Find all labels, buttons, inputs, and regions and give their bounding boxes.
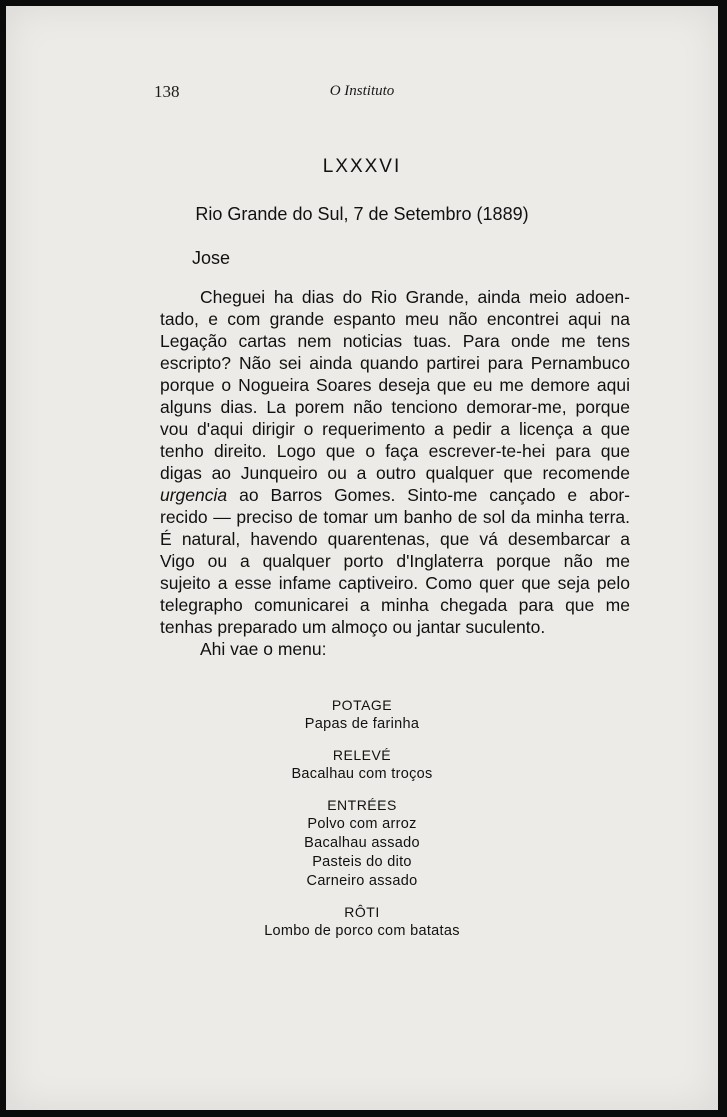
- body-line: tenho direito. Logo que o faça escrever-te-hei para que: [160, 441, 630, 461]
- menu-section: [6, 796, 718, 891]
- menu-dish: Lombo de porco com batatas: [264, 923, 460, 939]
- letter-number: LXXXVI: [322, 156, 402, 177]
- menu-section: [6, 746, 718, 784]
- menu-section: [6, 903, 718, 941]
- body-line: alguns dias. La porem não tenciono demorar-me, porque: [160, 397, 630, 417]
- body-line: vou d'aqui dirigir o requerimento a pedir a licença a que: [160, 419, 630, 439]
- emphasized-word: urgencia: [160, 485, 228, 505]
- menu-list: [6, 696, 718, 953]
- body-line: telegrapho comunicarei a minha chegada para que me: [160, 595, 630, 615]
- body-line: recido — preciso de tomar um banho de sol da minha terra.: [160, 507, 630, 527]
- page-header: [6, 82, 718, 106]
- running-title: O Instituto: [329, 83, 395, 99]
- body-line: Cheguei ha dias do Rio Grande, ainda meio adoen-: [200, 287, 630, 307]
- body-line: urgencia ao Barros Gomes. Sinto-me cançado e abor-: [160, 485, 630, 505]
- body-line: tenhas preparado um almoço ou jantar suculento.: [160, 617, 546, 637]
- body-line: tado, e com grande espanto meu não encontrei aqui na: [160, 309, 630, 329]
- book-page: [6, 6, 718, 1110]
- menu-course-heading: POTAGE: [331, 697, 393, 713]
- body-line: Vigo ou a qualquer porto d'Inglaterra porque não me: [160, 551, 630, 571]
- body-line: porque o Nogueira Soares deseja que eu me demore aqui: [160, 375, 630, 395]
- menu-dish: Bacalhau com troços: [291, 766, 433, 782]
- menu-course-heading: RÔTI: [344, 904, 380, 920]
- menu-course-heading: RELEVÉ: [332, 747, 392, 763]
- menu-course-heading: ENTRÉES: [327, 797, 397, 813]
- menu-dish: Pasteis do dito: [312, 854, 412, 870]
- body-line: Legação cartas nem noticias tuas. Para onde me tens: [160, 331, 630, 351]
- letter-place-date: Rio Grande do Sul, 7 de Setembro (1889): [195, 204, 529, 224]
- menu-section: [6, 696, 718, 734]
- body-line: Ahi vae o menu:: [200, 639, 327, 659]
- menu-dish: Bacalhau assado: [304, 835, 420, 851]
- menu-dish: Papas de farinha: [304, 716, 420, 732]
- body-line: É natural, havendo quarentenas, que vá desembarcar a: [160, 529, 630, 549]
- letter-body: [160, 286, 630, 660]
- body-line: digas ao Junqueiro ou a outro qualquer que recomende: [160, 463, 630, 483]
- body-line: escripto? Não sei ainda quando partirei para Pernambuco: [160, 353, 630, 373]
- letter-salutation: Jose: [192, 248, 231, 268]
- menu-dish: Carneiro assado: [306, 873, 418, 889]
- page-number: 138: [154, 82, 180, 101]
- menu-dish: Polvo com arroz: [307, 816, 417, 832]
- body-line: sujeito a esse infame captiveiro. Como quer que seja pelo: [160, 573, 630, 593]
